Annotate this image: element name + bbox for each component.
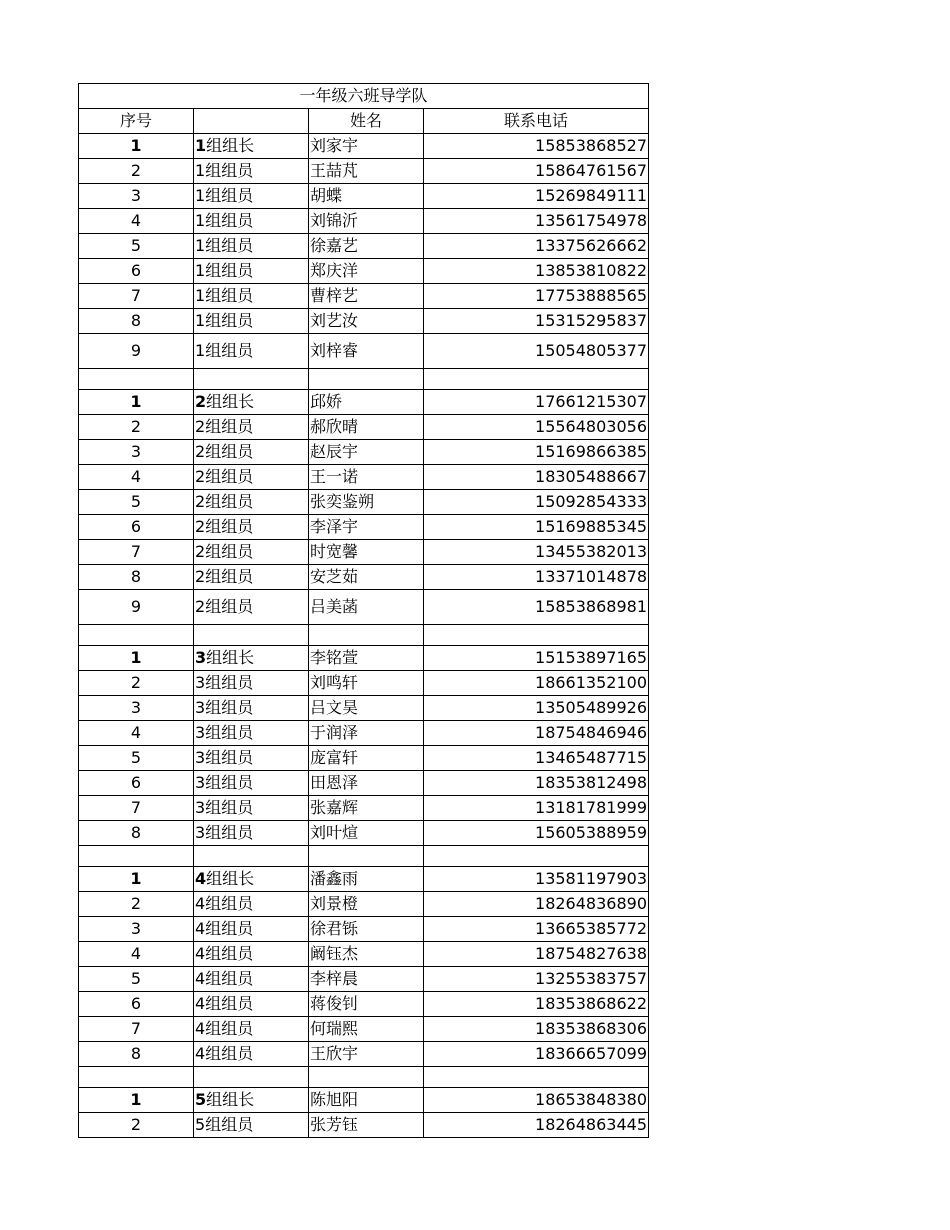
seq-cell: 8 — [79, 309, 194, 334]
group-number: 1 — [195, 311, 206, 330]
name-cell: 王喆芃 — [309, 159, 424, 184]
member-row — [79, 159, 649, 184]
role-label: 组组员 — [205, 261, 254, 280]
member-row — [79, 821, 649, 846]
role-cell — [194, 440, 309, 465]
phone-cell: 13665385772 — [424, 917, 649, 942]
empty-cell — [309, 846, 424, 867]
name-cell: 安芝茹 — [309, 565, 424, 590]
seq-cell: 5 — [79, 967, 194, 992]
seq-cell: 1 — [79, 867, 194, 892]
role-label: 组组长 — [206, 1090, 255, 1109]
seq-cell: 7 — [79, 796, 194, 821]
group-number: 3 — [195, 723, 206, 742]
role-label: 组组员 — [205, 161, 254, 180]
group-number: 1 — [195, 286, 206, 305]
group-number: 1 — [195, 261, 206, 280]
seq-cell: 1 — [79, 646, 194, 671]
empty-cell — [194, 625, 309, 646]
role-cell — [194, 590, 309, 625]
name-cell: 刘景橙 — [309, 892, 424, 917]
member-row — [79, 771, 649, 796]
role-label: 组组长 — [206, 392, 255, 411]
role-label: 组组员 — [205, 341, 254, 360]
member-row — [79, 992, 649, 1017]
role-label: 组组员 — [205, 894, 254, 913]
name-cell: 王欣宇 — [309, 1042, 424, 1067]
empty-cell — [309, 369, 424, 390]
header-name: 姓名 — [309, 109, 424, 134]
group-number: 1 — [195, 186, 206, 205]
role-cell — [194, 234, 309, 259]
role-label: 组组员 — [205, 186, 254, 205]
member-row — [79, 490, 649, 515]
group-number: 4 — [195, 969, 206, 988]
leader-row — [79, 390, 649, 415]
name-cell: 赵辰宇 — [309, 440, 424, 465]
phone-cell: 18264836890 — [424, 892, 649, 917]
group-number: 4 — [195, 894, 206, 913]
seq-cell: 8 — [79, 1042, 194, 1067]
name-cell: 庞富轩 — [309, 746, 424, 771]
spacer-row — [79, 369, 649, 390]
spacer-row — [79, 1067, 649, 1088]
role-cell — [194, 771, 309, 796]
role-cell — [194, 134, 309, 159]
seq-cell: 2 — [79, 159, 194, 184]
role-cell — [194, 540, 309, 565]
phone-cell: 18754827638 — [424, 942, 649, 967]
role-cell — [194, 159, 309, 184]
member-row — [79, 746, 649, 771]
member-row — [79, 1042, 649, 1067]
role-cell — [194, 465, 309, 490]
role-cell — [194, 917, 309, 942]
group-number: 2 — [195, 542, 206, 561]
role-cell — [194, 942, 309, 967]
phone-cell: 13455382013 — [424, 540, 649, 565]
phone-cell: 15153897165 — [424, 646, 649, 671]
phone-cell: 15315295837 — [424, 309, 649, 334]
role-label: 组组员 — [205, 417, 254, 436]
role-label: 组组员 — [205, 798, 254, 817]
name-cell: 何瑞熙 — [309, 1017, 424, 1042]
empty-cell — [79, 846, 194, 867]
seq-cell: 3 — [79, 917, 194, 942]
role-cell — [194, 721, 309, 746]
member-row — [79, 334, 649, 369]
group-number: 1 — [195, 341, 206, 360]
role-label: 组组长 — [206, 648, 255, 667]
phone-cell: 18353868622 — [424, 992, 649, 1017]
seq-cell: 5 — [79, 490, 194, 515]
seq-cell: 7 — [79, 284, 194, 309]
name-cell: 刘叶煊 — [309, 821, 424, 846]
group-number: 4 — [195, 1044, 206, 1063]
phone-cell: 18264863445 — [424, 1113, 649, 1138]
seq-cell: 6 — [79, 771, 194, 796]
header-row — [79, 109, 649, 134]
member-row — [79, 184, 649, 209]
seq-cell: 6 — [79, 992, 194, 1017]
group-number: 2 — [195, 467, 206, 486]
role-cell — [194, 259, 309, 284]
leader-row — [79, 1088, 649, 1113]
roster-table — [78, 83, 649, 1138]
member-row — [79, 284, 649, 309]
phone-cell: 13255383757 — [424, 967, 649, 992]
empty-cell — [194, 1067, 309, 1088]
role-cell — [194, 1017, 309, 1042]
seq-cell: 3 — [79, 184, 194, 209]
seq-cell: 9 — [79, 334, 194, 369]
name-cell: 张嘉辉 — [309, 796, 424, 821]
seq-cell: 5 — [79, 746, 194, 771]
role-label: 组组员 — [205, 442, 254, 461]
spacer-row — [79, 846, 649, 867]
phone-cell: 15605388959 — [424, 821, 649, 846]
name-cell: 陈旭阳 — [309, 1088, 424, 1113]
seq-cell: 3 — [79, 440, 194, 465]
member-row — [79, 942, 649, 967]
group-number: 3 — [195, 823, 206, 842]
group-number: 4 — [195, 869, 207, 888]
seq-cell: 8 — [79, 821, 194, 846]
name-cell: 曹梓艺 — [309, 284, 424, 309]
phone-cell: 15564803056 — [424, 415, 649, 440]
phone-cell: 13371014878 — [424, 565, 649, 590]
group-number: 5 — [195, 1090, 207, 1109]
role-label: 组组员 — [205, 311, 254, 330]
role-cell — [194, 184, 309, 209]
seq-cell: 4 — [79, 209, 194, 234]
group-number: 2 — [195, 417, 206, 436]
role-cell — [194, 967, 309, 992]
phone-cell: 15853868527 — [424, 134, 649, 159]
name-cell: 张芳钰 — [309, 1113, 424, 1138]
seq-cell: 2 — [79, 1113, 194, 1138]
group-number: 2 — [195, 392, 207, 411]
member-row — [79, 540, 649, 565]
member-row — [79, 721, 649, 746]
name-cell: 刘鸣轩 — [309, 671, 424, 696]
phone-cell: 18305488667 — [424, 465, 649, 490]
phone-cell: 18653848380 — [424, 1088, 649, 1113]
leader-row — [79, 867, 649, 892]
name-cell: 郑庆洋 — [309, 259, 424, 284]
empty-cell — [424, 369, 649, 390]
member-row — [79, 259, 649, 284]
group-number: 2 — [195, 492, 206, 511]
group-number: 3 — [195, 673, 206, 692]
role-cell — [194, 646, 309, 671]
name-cell: 刘锦沂 — [309, 209, 424, 234]
phone-cell: 13465487715 — [424, 746, 649, 771]
seq-cell: 1 — [79, 134, 194, 159]
header-phone: 联系电话 — [424, 109, 649, 134]
role-label: 组组员 — [205, 919, 254, 938]
empty-cell — [194, 369, 309, 390]
role-label: 组组员 — [205, 236, 254, 255]
name-cell: 张奕鉴朔 — [309, 490, 424, 515]
phone-cell: 15169885345 — [424, 515, 649, 540]
role-label: 组组员 — [205, 723, 254, 742]
role-cell — [194, 515, 309, 540]
seq-cell: 2 — [79, 892, 194, 917]
name-cell: 吕文昊 — [309, 696, 424, 721]
role-cell — [194, 671, 309, 696]
member-row — [79, 590, 649, 625]
empty-cell — [194, 846, 309, 867]
member-row — [79, 671, 649, 696]
role-cell — [194, 867, 309, 892]
phone-cell: 18353868306 — [424, 1017, 649, 1042]
member-row — [79, 967, 649, 992]
member-row — [79, 696, 649, 721]
seq-cell: 2 — [79, 415, 194, 440]
header-seq: 序号 — [79, 109, 194, 134]
role-cell — [194, 209, 309, 234]
empty-cell — [309, 625, 424, 646]
group-number: 1 — [195, 136, 207, 155]
phone-cell: 15169866385 — [424, 440, 649, 465]
name-cell: 蒋俊钊 — [309, 992, 424, 1017]
role-label: 组组员 — [205, 748, 254, 767]
group-number: 4 — [195, 919, 206, 938]
phone-cell: 15092854333 — [424, 490, 649, 515]
role-cell — [194, 309, 309, 334]
name-cell: 潘鑫雨 — [309, 867, 424, 892]
role-label: 组组员 — [205, 673, 254, 692]
member-row — [79, 1113, 649, 1138]
role-cell — [194, 821, 309, 846]
spacer-row — [79, 625, 649, 646]
group-number: 2 — [195, 597, 206, 616]
seq-cell: 2 — [79, 671, 194, 696]
title-row — [79, 84, 649, 109]
group-number: 2 — [195, 567, 206, 586]
sheet-title: 一年级六班导学队 — [79, 84, 649, 109]
empty-cell — [424, 846, 649, 867]
role-label: 组组员 — [205, 698, 254, 717]
name-cell: 胡蝶 — [309, 184, 424, 209]
name-cell: 于润泽 — [309, 721, 424, 746]
name-cell: 李梓晨 — [309, 967, 424, 992]
empty-cell — [79, 369, 194, 390]
empty-cell — [79, 625, 194, 646]
role-cell — [194, 565, 309, 590]
header-role — [194, 109, 309, 134]
role-cell — [194, 334, 309, 369]
role-cell — [194, 1113, 309, 1138]
role-label: 组组员 — [205, 1115, 254, 1134]
seq-cell: 7 — [79, 1017, 194, 1042]
name-cell: 徐君铄 — [309, 917, 424, 942]
role-cell — [194, 1042, 309, 1067]
group-number: 3 — [195, 773, 206, 792]
role-cell — [194, 490, 309, 515]
group-number: 5 — [195, 1115, 206, 1134]
member-row — [79, 465, 649, 490]
role-cell — [194, 415, 309, 440]
member-row — [79, 796, 649, 821]
seq-cell: 6 — [79, 259, 194, 284]
role-label: 组组员 — [205, 467, 254, 486]
name-cell: 吕美菡 — [309, 590, 424, 625]
name-cell: 时宽馨 — [309, 540, 424, 565]
name-cell: 徐嘉艺 — [309, 234, 424, 259]
name-cell: 李铭萱 — [309, 646, 424, 671]
phone-cell: 18353812498 — [424, 771, 649, 796]
phone-cell: 18661352100 — [424, 671, 649, 696]
phone-cell: 18366657099 — [424, 1042, 649, 1067]
role-label: 组组员 — [205, 567, 254, 586]
role-cell — [194, 696, 309, 721]
group-number: 1 — [195, 161, 206, 180]
member-row — [79, 209, 649, 234]
role-cell — [194, 284, 309, 309]
seq-cell: 8 — [79, 565, 194, 590]
role-label: 组组员 — [205, 211, 254, 230]
phone-cell: 13505489926 — [424, 696, 649, 721]
empty-cell — [79, 1067, 194, 1088]
seq-cell: 4 — [79, 942, 194, 967]
seq-cell: 7 — [79, 540, 194, 565]
group-number: 4 — [195, 944, 206, 963]
role-label: 组组员 — [205, 969, 254, 988]
member-row — [79, 415, 649, 440]
seq-cell: 6 — [79, 515, 194, 540]
name-cell: 阚钰杰 — [309, 942, 424, 967]
name-cell: 刘家宇 — [309, 134, 424, 159]
name-cell: 王一诺 — [309, 465, 424, 490]
seq-cell: 9 — [79, 590, 194, 625]
role-label: 组组员 — [205, 944, 254, 963]
seq-cell: 3 — [79, 696, 194, 721]
seq-cell: 1 — [79, 1088, 194, 1113]
member-row — [79, 309, 649, 334]
seq-cell: 4 — [79, 721, 194, 746]
leader-row — [79, 134, 649, 159]
role-label: 组组员 — [205, 597, 254, 616]
role-label: 组组员 — [205, 1019, 254, 1038]
name-cell: 邱娇 — [309, 390, 424, 415]
name-cell: 刘梓睿 — [309, 334, 424, 369]
phone-cell: 17661215307 — [424, 390, 649, 415]
role-label: 组组长 — [206, 869, 255, 888]
group-number: 4 — [195, 1019, 206, 1038]
name-cell: 刘艺汝 — [309, 309, 424, 334]
empty-cell — [309, 1067, 424, 1088]
group-number: 1 — [195, 236, 206, 255]
role-cell — [194, 390, 309, 415]
phone-cell: 13581197903 — [424, 867, 649, 892]
phone-cell: 15853868981 — [424, 590, 649, 625]
empty-cell — [424, 1067, 649, 1088]
member-row — [79, 515, 649, 540]
group-number: 2 — [195, 517, 206, 536]
empty-cell — [424, 625, 649, 646]
member-row — [79, 1017, 649, 1042]
member-row — [79, 917, 649, 942]
name-cell: 李泽宇 — [309, 515, 424, 540]
role-label: 组组员 — [205, 1044, 254, 1063]
name-cell: 田恩泽 — [309, 771, 424, 796]
member-row — [79, 440, 649, 465]
phone-cell: 15864761567 — [424, 159, 649, 184]
role-cell — [194, 1088, 309, 1113]
role-label: 组组员 — [205, 773, 254, 792]
role-label: 组组长 — [206, 136, 255, 155]
role-label: 组组员 — [205, 286, 254, 305]
member-row — [79, 234, 649, 259]
role-label: 组组员 — [205, 492, 254, 511]
group-number: 1 — [195, 211, 206, 230]
phone-cell: 13375626662 — [424, 234, 649, 259]
member-row — [79, 892, 649, 917]
name-cell: 郝欣晴 — [309, 415, 424, 440]
phone-cell: 17753888565 — [424, 284, 649, 309]
role-cell — [194, 892, 309, 917]
phone-cell: 13853810822 — [424, 259, 649, 284]
role-label: 组组员 — [205, 823, 254, 842]
group-number: 4 — [195, 994, 206, 1013]
phone-cell: 15054805377 — [424, 334, 649, 369]
role-label: 组组员 — [205, 517, 254, 536]
group-number: 3 — [195, 648, 207, 667]
role-cell — [194, 746, 309, 771]
role-cell — [194, 992, 309, 1017]
group-number: 2 — [195, 442, 206, 461]
phone-cell: 18754846946 — [424, 721, 649, 746]
group-number: 3 — [195, 748, 206, 767]
group-number: 3 — [195, 798, 206, 817]
role-label: 组组员 — [205, 542, 254, 561]
phone-cell: 13561754978 — [424, 209, 649, 234]
phone-cell: 13181781999 — [424, 796, 649, 821]
seq-cell: 5 — [79, 234, 194, 259]
phone-cell: 15269849111 — [424, 184, 649, 209]
group-number: 3 — [195, 698, 206, 717]
leader-row — [79, 646, 649, 671]
role-cell — [194, 796, 309, 821]
role-label: 组组员 — [205, 994, 254, 1013]
member-row — [79, 565, 649, 590]
seq-cell: 1 — [79, 390, 194, 415]
seq-cell: 4 — [79, 465, 194, 490]
